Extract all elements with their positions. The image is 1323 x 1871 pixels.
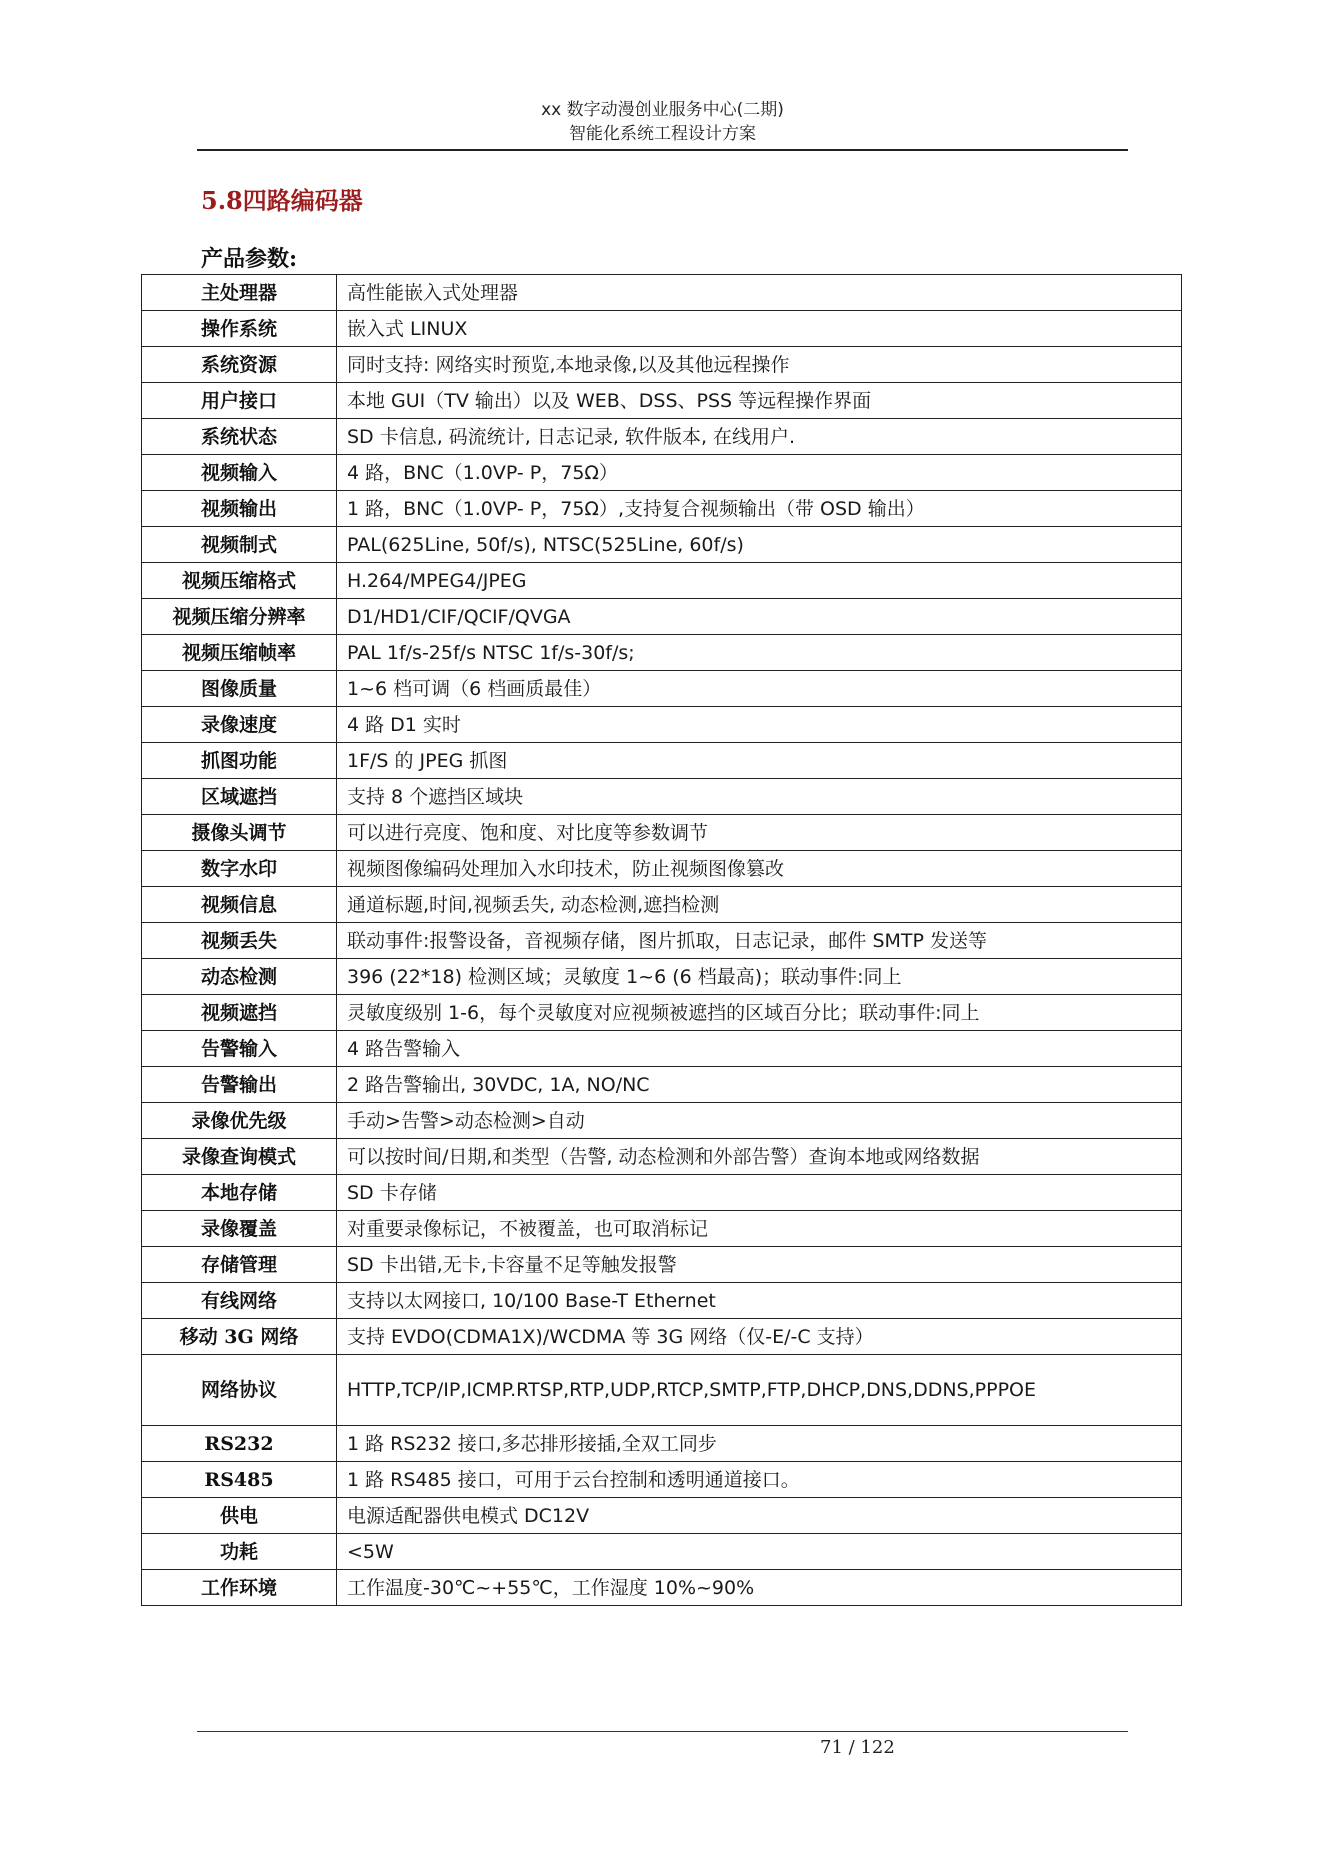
spec-value: HTTP,TCP/IP,ICMP.RTSP,RTP,UDP,RTCP,SMTP,FTP,DHCP,DNS,DDNS,PPPOE — [337, 1355, 1182, 1426]
spec-label: 视频输出 — [142, 491, 337, 527]
spec-label: 告警输出 — [142, 1067, 337, 1103]
spec-value: 手动>告警>动态检测>自动 — [337, 1103, 1182, 1139]
table-row — [142, 1319, 1182, 1355]
spec-value: 工作温度-30℃~+55℃，工作湿度 10%~90% — [337, 1570, 1182, 1606]
spec-value: 支持 EVDO(CDMA1X)/WCDMA 等 3G 网络（仅-E/-C 支持） — [337, 1319, 1182, 1355]
spec-value: 嵌入式 LINUX — [337, 311, 1182, 347]
header-line-2: 智能化系统工程设计方案 — [569, 124, 756, 144]
spec-value: SD 卡信息, 码流统计, 日志记录, 软件版本, 在线用户. — [337, 419, 1182, 455]
table-row — [142, 419, 1182, 455]
spec-value: 本地 GUI（TV 输出）以及 WEB、DSS、PSS 等远程操作界面 — [337, 383, 1182, 419]
table-row — [142, 1283, 1182, 1319]
spec-value: SD 卡存储 — [337, 1175, 1182, 1211]
spec-label: 录像速度 — [142, 707, 337, 743]
spec-label: 供电 — [142, 1498, 337, 1534]
table-row — [142, 995, 1182, 1031]
spec-value: 1 路 RS232 接口,多芯排形接插,全双工同步 — [337, 1426, 1182, 1462]
spec-label: 录像查询模式 — [142, 1139, 337, 1175]
spec-value: D1/HD1/CIF/QCIF/QVGA — [337, 599, 1182, 635]
table-row — [142, 779, 1182, 815]
spec-value: 视频图像编码处理加入水印技术，防止视频图像篡改 — [337, 851, 1182, 887]
spec-label: 录像优先级 — [142, 1103, 337, 1139]
spec-table-body — [142, 275, 1182, 1606]
spec-label: 视频制式 — [142, 527, 337, 563]
spec-value: 可以按时间/日期,和类型（告警, 动态检测和外部告警）查询本地或网络数据 — [337, 1139, 1182, 1175]
table-row — [142, 1103, 1182, 1139]
spec-value: 1 路，BNC（1.0VP- P，75Ω）,支持复合视频输出（带 OSD 输出） — [337, 491, 1182, 527]
spec-value: PAL 1f/s-25f/s NTSC 1f/s-30f/s; — [337, 635, 1182, 671]
table-row — [142, 275, 1182, 311]
spec-label: RS232 — [142, 1426, 337, 1462]
spec-label: 有线网络 — [142, 1283, 337, 1319]
spec-value: 可以进行亮度、饱和度、对比度等参数调节 — [337, 815, 1182, 851]
spec-value: 4 路告警输入 — [337, 1031, 1182, 1067]
spec-value: SD 卡出错,无卡,卡容量不足等触发报警 — [337, 1247, 1182, 1283]
footer-divider — [197, 1731, 1128, 1732]
spec-label: 摄像头调节 — [142, 815, 337, 851]
spec-label: 系统状态 — [142, 419, 337, 455]
table-row — [142, 851, 1182, 887]
section-title: 5.8四路编码器 — [201, 186, 363, 215]
spec-label: 图像质量 — [142, 671, 337, 707]
table-row — [142, 887, 1182, 923]
table-row — [142, 527, 1182, 563]
table-row — [142, 347, 1182, 383]
spec-value: PAL(625Line, 50f/s), NTSC(525Line, 60f/s) — [337, 527, 1182, 563]
spec-value: 2 路告警输出, 30VDC, 1A, NO/NC — [337, 1067, 1182, 1103]
table-row — [142, 707, 1182, 743]
page-number: 71 / 122 — [820, 1737, 895, 1758]
spec-label: RS485 — [142, 1462, 337, 1498]
spec-value: 高性能嵌入式处理器 — [337, 275, 1182, 311]
spec-label: 工作环境 — [142, 1570, 337, 1606]
spec-label: 视频压缩格式 — [142, 563, 337, 599]
page-header — [197, 98, 1128, 146]
table-row — [142, 959, 1182, 995]
table-row — [142, 671, 1182, 707]
spec-label: 视频压缩分辨率 — [142, 599, 337, 635]
spec-value: 灵敏度级别 1-6，每个灵敏度对应视频被遮挡的区域百分比；联动事件:同上 — [337, 995, 1182, 1031]
spec-label: 本地存储 — [142, 1175, 337, 1211]
subheading: 产品参数: — [201, 246, 298, 272]
table-row — [142, 311, 1182, 347]
spec-label: 视频信息 — [142, 887, 337, 923]
spec-value: 联动事件:报警设备，音视频存储，图片抓取，日志记录，邮件 SMTP 发送等 — [337, 923, 1182, 959]
table-row — [142, 455, 1182, 491]
spec-label: 视频遮挡 — [142, 995, 337, 1031]
spec-table — [141, 274, 1182, 1606]
spec-value: 396 (22*18) 检测区域；灵敏度 1~6 (6 档最高)；联动事件:同上 — [337, 959, 1182, 995]
spec-label: 区域遮挡 — [142, 779, 337, 815]
table-row — [142, 491, 1182, 527]
spec-value: <5W — [337, 1534, 1182, 1570]
spec-label: 网络协议 — [142, 1355, 337, 1426]
spec-label: 录像覆盖 — [142, 1211, 337, 1247]
table-row — [142, 1247, 1182, 1283]
table-row — [142, 635, 1182, 671]
spec-label: 抓图功能 — [142, 743, 337, 779]
table-row — [142, 815, 1182, 851]
table-row — [142, 1031, 1182, 1067]
table-row — [142, 383, 1182, 419]
table-row — [142, 1462, 1182, 1498]
table-row — [142, 1534, 1182, 1570]
spec-label: 系统资源 — [142, 347, 337, 383]
spec-value: 通道标题,时间,视频丢失, 动态检测,遮挡检测 — [337, 887, 1182, 923]
table-row — [142, 1211, 1182, 1247]
table-row — [142, 1139, 1182, 1175]
spec-value: 电源适配器供电模式 DC12V — [337, 1498, 1182, 1534]
table-row — [142, 1175, 1182, 1211]
spec-label: 用户接口 — [142, 383, 337, 419]
table-row — [142, 923, 1182, 959]
spec-value: 支持 8 个遮挡区域块 — [337, 779, 1182, 815]
spec-label: 视频丢失 — [142, 923, 337, 959]
table-row — [142, 563, 1182, 599]
header-divider — [197, 149, 1128, 151]
table-row — [142, 1426, 1182, 1462]
header-line-1: xx 数字动漫创业服务中心(二期) — [541, 100, 784, 120]
spec-value: 1~6 档可调（6 档画质最佳） — [337, 671, 1182, 707]
spec-value: 1 路 RS485 接口，可用于云台控制和透明通道接口。 — [337, 1462, 1182, 1498]
spec-label: 功耗 — [142, 1534, 337, 1570]
spec-label: 视频压缩帧率 — [142, 635, 337, 671]
spec-label: 视频输入 — [142, 455, 337, 491]
spec-value: H.264/MPEG4/JPEG — [337, 563, 1182, 599]
spec-value: 4 路，BNC（1.0VP- P，75Ω） — [337, 455, 1182, 491]
spec-value: 4 路 D1 实时 — [337, 707, 1182, 743]
table-row — [142, 599, 1182, 635]
spec-label: 操作系统 — [142, 311, 337, 347]
table-row — [142, 743, 1182, 779]
spec-value: 对重要录像标记，不被覆盖，也可取消标记 — [337, 1211, 1182, 1247]
spec-label: 动态检测 — [142, 959, 337, 995]
table-row — [142, 1498, 1182, 1534]
table-row — [142, 1067, 1182, 1103]
spec-label: 主处理器 — [142, 275, 337, 311]
spec-value: 1F/S 的 JPEG 抓图 — [337, 743, 1182, 779]
table-row — [142, 1570, 1182, 1606]
spec-label: 数字水印 — [142, 851, 337, 887]
spec-value: 同时支持: 网络实时预览,本地录像,以及其他远程操作 — [337, 347, 1182, 383]
spec-value: 支持以太网接口, 10/100 Base-T Ethernet — [337, 1283, 1182, 1319]
table-row — [142, 1355, 1182, 1426]
spec-label: 移动 3G 网络 — [142, 1319, 337, 1355]
spec-label: 告警输入 — [142, 1031, 337, 1067]
spec-label: 存储管理 — [142, 1247, 337, 1283]
